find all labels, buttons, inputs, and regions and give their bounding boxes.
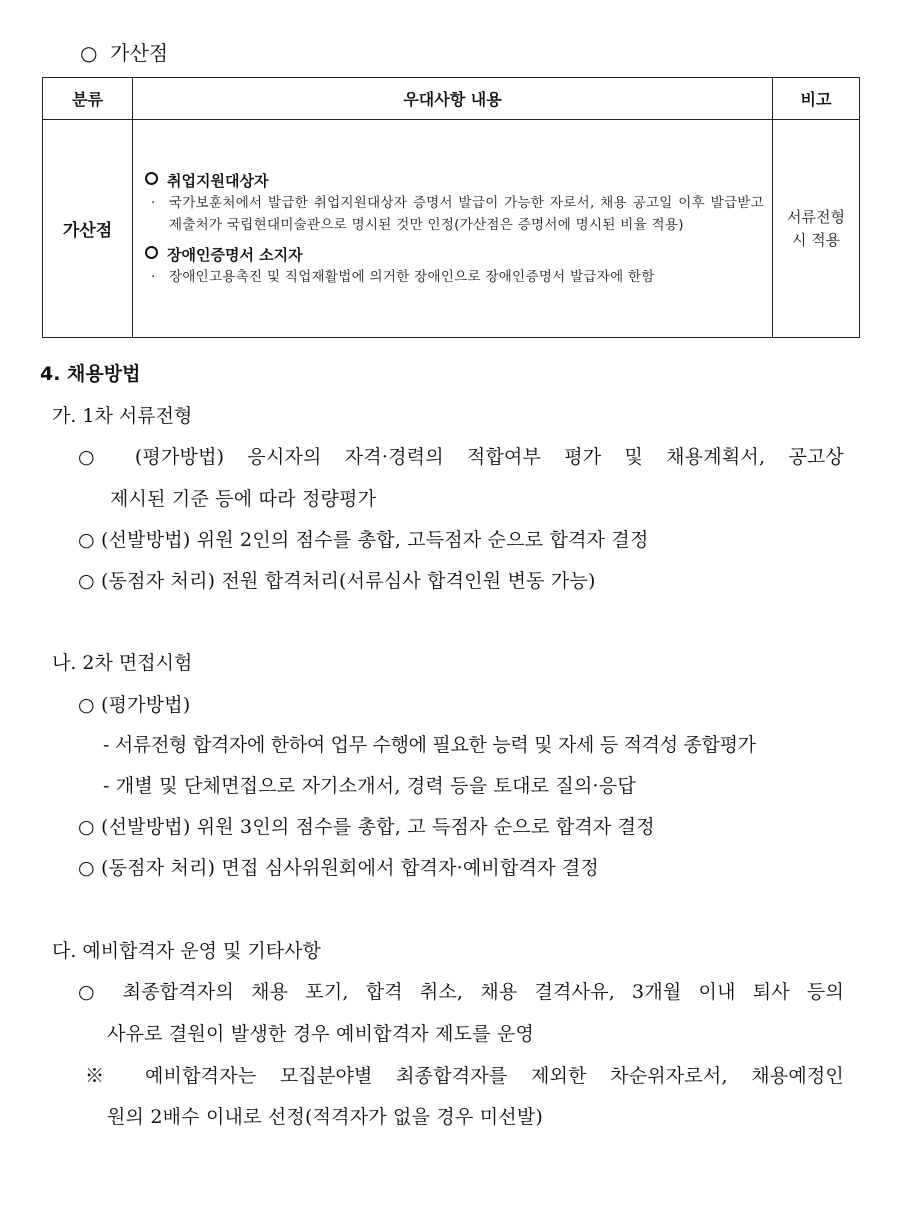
dash-item: - 서류전형 합격자에 한하여 업무 수행에 필요한 능력 및 자세 등 적격성 종합평가: [103, 734, 756, 756]
header-content: 우대사항 내용: [133, 78, 773, 120]
paragraph-continuation: 사유로 결원이 발생한 경우 예비합격자 제도를 운영: [107, 1023, 535, 1045]
item-desc-veterans: [143, 192, 764, 236]
item-title-text: 취업지원대상자: [167, 171, 269, 190]
bonus-table: [42, 77, 860, 338]
header-category: 분류: [43, 78, 133, 120]
header-note: 비고: [773, 78, 860, 120]
paragraph: ○ (평가방법): [78, 694, 191, 716]
item-title-veterans: [145, 170, 764, 192]
note-paragraph-continuation: 원의 2배수 이내로 선정(적격자가 없을 경우 미선발): [107, 1106, 544, 1128]
note-paragraph: ※ 예비합격자는 모집분야별 최종합격자를 제외한 차순위자로서, 채용예정인: [85, 1065, 844, 1087]
note-line: 시 적용: [791, 230, 841, 249]
section-heading: 4. 채용방법: [40, 363, 141, 385]
item-title-text: 장애인증명서 소지자: [167, 245, 303, 264]
content-cell: [133, 120, 773, 338]
table-row: [43, 120, 860, 338]
bonus-section-title: [80, 37, 168, 66]
paragraph: ○ (선발방법) 위원 3인의 점수를 총합, 고 득점자 순으로 합격자 결정: [78, 816, 655, 838]
subsection-title-ga: 가. 1차 서류전형: [52, 405, 193, 427]
item-title-disability: [145, 244, 764, 266]
note-cell: [773, 120, 860, 338]
paragraph: ○ (평가방법) 응시자의 자격·경력의 적합여부 평가 및 채용계획서, 공고상: [78, 446, 844, 468]
ring-bullet-icon: [145, 246, 158, 259]
category-cell: 가산점: [43, 120, 133, 338]
paragraph: ○ (선발방법) 위원 2인의 점수를 총합, 고득점자 순으로 합격자 결정: [78, 529, 649, 551]
paragraph-continuation: 제시된 기준 등에 따라 정량평가: [110, 488, 377, 510]
subsection-title-na: 나. 2차 면접시험: [52, 652, 193, 674]
item-desc-text: 국가보훈처에서 발급한 취업지원대상자 증명서 발급이 가능한 자로서, 채용 공고일 이후 발급받고 제출처가 국립현대미술관으로 명시된 것만 인정(가산점은 증명서에 명시된 비율 적용): [169, 194, 764, 233]
table-header-row: [43, 78, 860, 120]
ring-bullet-icon: [145, 172, 158, 185]
dot-bullet-icon: ·: [151, 268, 156, 285]
subsection-title-da: 다. 예비합격자 운영 및 기타사항: [52, 940, 321, 962]
note-line: 서류전형: [787, 207, 845, 226]
dot-bullet-icon: ·: [151, 194, 156, 211]
item-desc-disability: [143, 266, 764, 288]
paragraph: ○ (동점자 처리) 전원 합격처리(서류심사 합격인원 변동 가능): [78, 570, 596, 592]
bonus-section-label: 가산점: [110, 41, 169, 65]
item-desc-text: 장애인고용촉진 및 직업재활법에 의거한 장애인으로 장애인증명서 발급자에 한함: [169, 268, 655, 285]
paragraph: ○ 최종합격자의 채용 포기, 합격 취소, 채용 결격사유, 3개월 이내 퇴사 등의: [78, 981, 844, 1003]
dash-item: - 개별 및 단체면접으로 자기소개서, 경력 등을 토대로 질의·응답: [103, 775, 636, 797]
circle-bullet-icon: ○: [80, 41, 98, 65]
paragraph: ○ (동점자 처리) 면접 심사위원회에서 합격자·예비합격자 결정: [78, 857, 599, 879]
